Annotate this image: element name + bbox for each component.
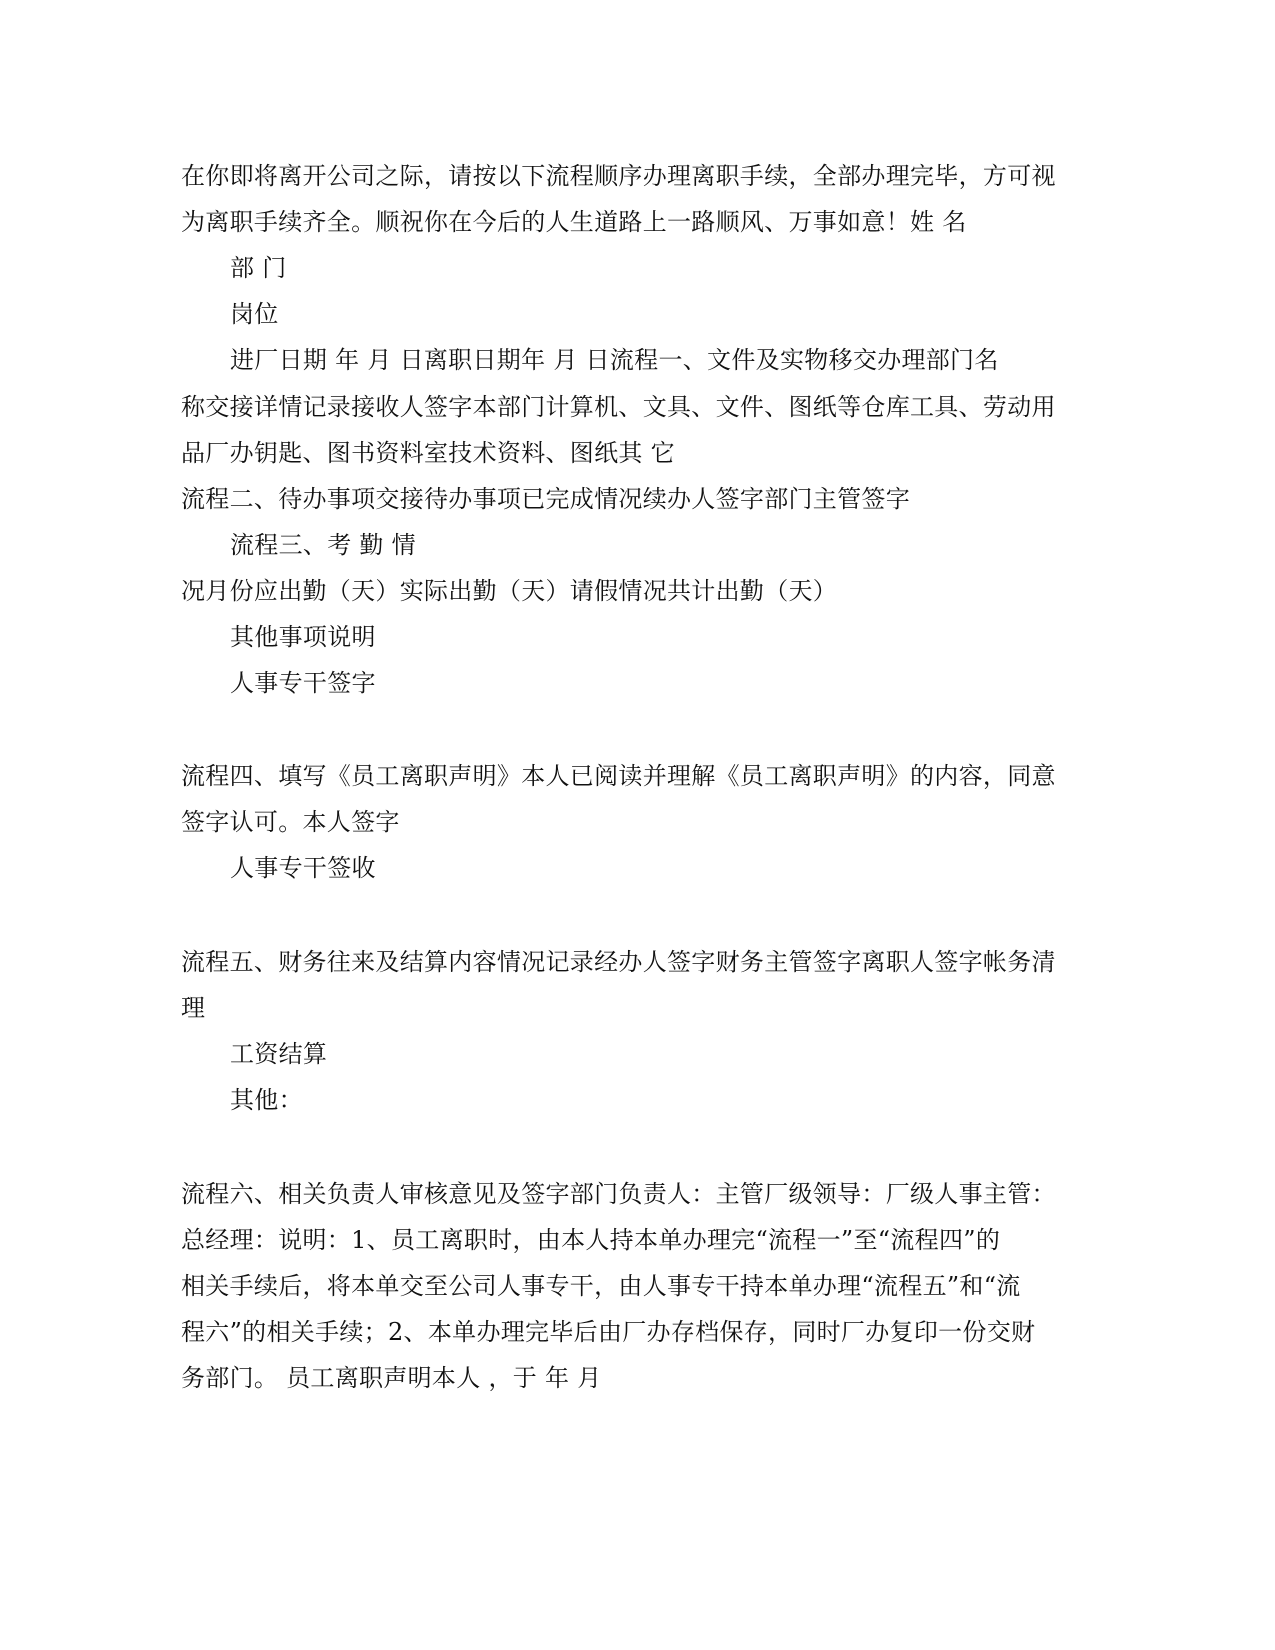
process-1-line-3: 品厂办钥匙、图书资料室技术资料、图纸其 它 [181,439,675,467]
salary-settlement-label: 工资结算 [230,1040,328,1068]
process-3-attendance: 况月份应出勤（天）实际出勤（天）请假情况共计出勤（天） [181,577,838,605]
intro-line-1: 在你即将离开公司之际，请按以下流程顺序办理离职手续，全部办理完毕，方可视 [181,162,1056,190]
others-label: 其他： [230,1086,303,1114]
process-6-line-1: 流程六、相关负责人审核意见及签字部门负责人：主管厂级领导：厂级人事主管： [181,1180,1056,1208]
notes-line-2: 相关手续后，将本单交至公司人事专干，由人事专干持本单办理“流程五”和“流 [181,1272,1021,1300]
process-2-line: 流程二、待办事项交接待办事项已完成情况续办人签字部门主管签字 [181,485,910,513]
process-3-heading: 流程三、考 勤 情 [230,531,416,559]
dates-and-process-1-line-1: 进厂日期 年 月 日离职日期年 月 日流程一、文件及实物移交办理部门名 [230,346,999,374]
process-4-line-1: 流程四、填写《员工离职声明》本人已阅读并理解《员工离职声明》的内容，同意 [181,762,1056,790]
process-1-line-2: 称交接详情记录接收人签字本部门计算机、文具、文件、图纸等仓库工具、劳动用 [181,393,1056,421]
notes-line-4: 务部门。 员工离职声明本人 ，于 年 月 [181,1364,602,1392]
process-4-line-2: 签字认可。本人签字 [181,808,400,836]
other-matters-label: 其他事项说明 [230,623,376,651]
process-5-line-1: 流程五、财务往来及结算内容情况记录经办人签字财务主管签字离职人签字帐务清 [181,948,1056,976]
process-5-line-2: 理 [181,994,206,1022]
intro-line-2: 为离职手续齐全。顺祝你在今后的人生道路上一路顺风、万事如意！姓 名 [181,208,967,236]
hr-receipt-label: 人事专干签收 [230,854,376,882]
notes-line-3: 程六”的相关手续；2、本单办理完毕后由厂办存档保存，同时厂办复印一份交财 [181,1318,1036,1346]
notes-line-1: 总经理：说明：1、员工离职时，由本人持本单办理完“流程一”至“流程四”的 [181,1226,1001,1254]
position-field: 岗位 [230,300,279,328]
hr-signature-label: 人事专干签字 [230,669,376,697]
department-field: 部 门 [230,254,287,282]
